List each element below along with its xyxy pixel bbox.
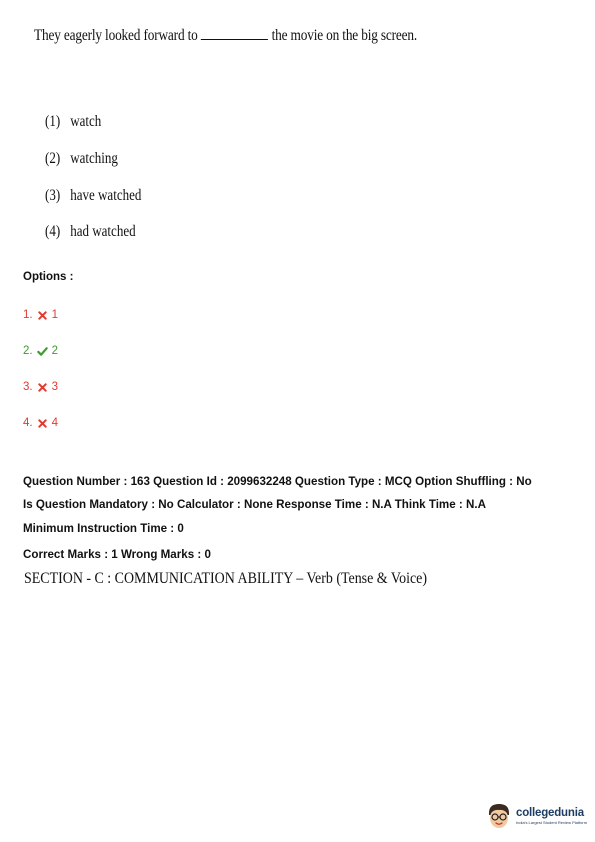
choice-text: have watched (70, 186, 142, 204)
choice-item-4 (45, 214, 141, 251)
question-text (34, 27, 417, 45)
option-value: 1 (51, 309, 58, 321)
question-after-blank: the movie on the big screen. (271, 27, 418, 44)
choice-number: (4) (45, 223, 61, 241)
logo-tagline: India's Largest Student Review Platform (516, 820, 588, 825)
check-icon (37, 346, 48, 357)
option-number: 1. (23, 309, 33, 321)
cross-icon (37, 310, 48, 321)
logo-wordmark: collegedunia (516, 807, 584, 819)
mascot-face-icon (486, 801, 512, 831)
choice-item-3 (45, 177, 141, 214)
question-before-blank: They eagerly looked forward to (34, 27, 198, 44)
answer-blank (201, 27, 268, 40)
choice-text: had watched (70, 223, 136, 241)
question-meta-line-4: Correct Marks : 1 Wrong Marks : 0 (23, 548, 211, 561)
cross-icon (37, 418, 48, 429)
option-value: 3 (51, 381, 58, 393)
option-value: 4 (51, 417, 58, 429)
options-heading: Options : (23, 271, 74, 283)
option-item-1 (23, 309, 58, 321)
collegedunia-logo (486, 798, 592, 834)
option-number: 3. (23, 381, 33, 393)
choice-list (45, 104, 160, 251)
question-meta-line-1: Question Number : 163 Question Id : 2099632248 Question Type : MCQ Option Shuffling : No (23, 475, 532, 488)
section-heading: SECTION - C : COMMUNICATION ABILITY – Verb (Tense & Voice) (24, 570, 428, 587)
cross-icon (37, 382, 48, 393)
option-number: 2. (23, 345, 33, 357)
choice-number: (2) (45, 150, 61, 168)
option-item-4 (23, 417, 58, 429)
option-item-2 (23, 345, 58, 357)
question-meta-line-3: Minimum Instruction Time : 0 (23, 522, 184, 535)
option-value: 2 (51, 345, 58, 357)
option-item-3 (23, 381, 58, 393)
choice-text: watching (70, 150, 118, 168)
choice-text: watch (70, 113, 102, 131)
choice-number: (3) (45, 186, 61, 204)
choice-item-1 (45, 104, 141, 141)
question-meta-line-2: Is Question Mandatory : No Calculator : None Response Time : N.A Think Time : N.A (23, 498, 486, 511)
choice-item-2 (45, 141, 141, 178)
option-number: 4. (23, 417, 33, 429)
choice-number: (1) (45, 113, 61, 131)
